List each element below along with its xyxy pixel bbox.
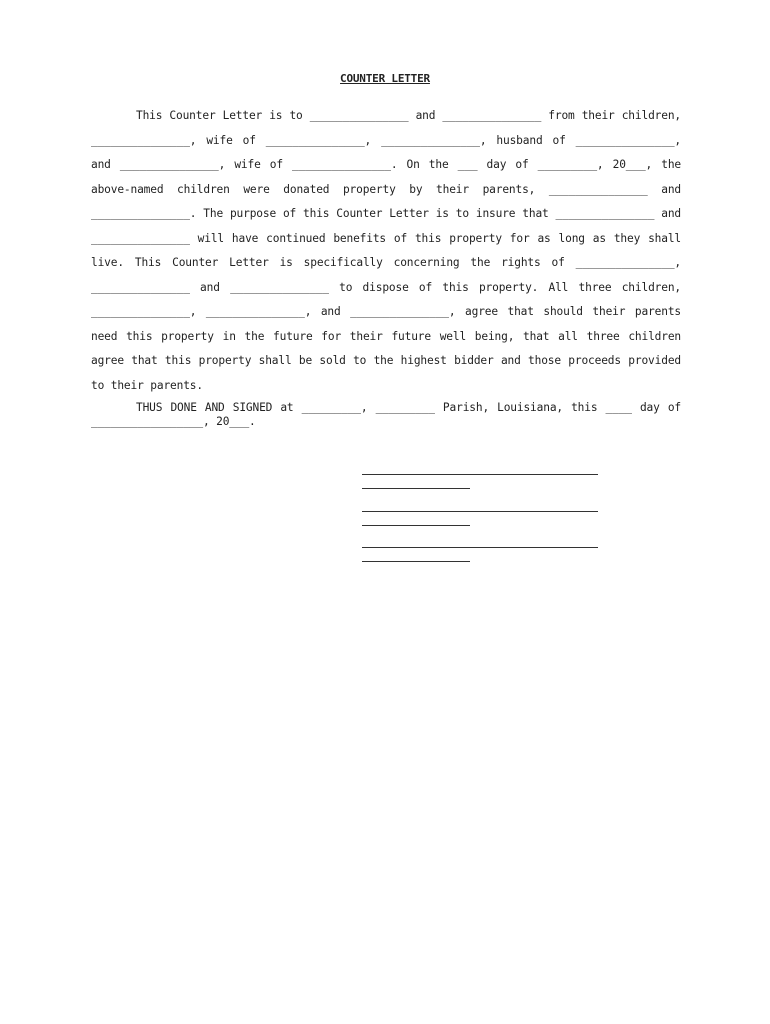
signature-name-line [362,488,470,489]
signature-line [362,511,598,512]
signature-block-3 [362,547,602,562]
signature-block-1 [362,474,602,489]
signature-name-line [362,561,470,562]
signature-name-line [362,525,470,526]
body-paragraph: This Counter Letter is to _______________ and _______________ from their children, _______________, wife of _______________, _______________, husband of _______________, and _______________, wife of _______________. On the ___ day of _________, 20___, the above-named children were donated property by their parents, _______________ and _______________. The purpose of this Counter Letter is to insure that _______________ and _______________ will have continued benefits of this property for as long as they shall live. This Counter Letter is specifically concerning the rights of _______________, _______________ and _______________ to dispose of this property. All three children, _______________, _______________, and _______________, agree that should their parents need this property in the future for their future well being, that all three children agree that this property shall be sold to the highest bidder and those proceeds provided to their parents. [91,109,681,392]
document-title: COUNTER LETTER [340,72,430,85]
signature-line [362,547,598,548]
signature-line [362,474,598,475]
closing-paragraph: THUS DONE AND SIGNED at _________, _________ Parish, Louisiana, this ____ day of _________________, 20___. [91,401,681,428]
signature-block-2 [362,511,602,526]
